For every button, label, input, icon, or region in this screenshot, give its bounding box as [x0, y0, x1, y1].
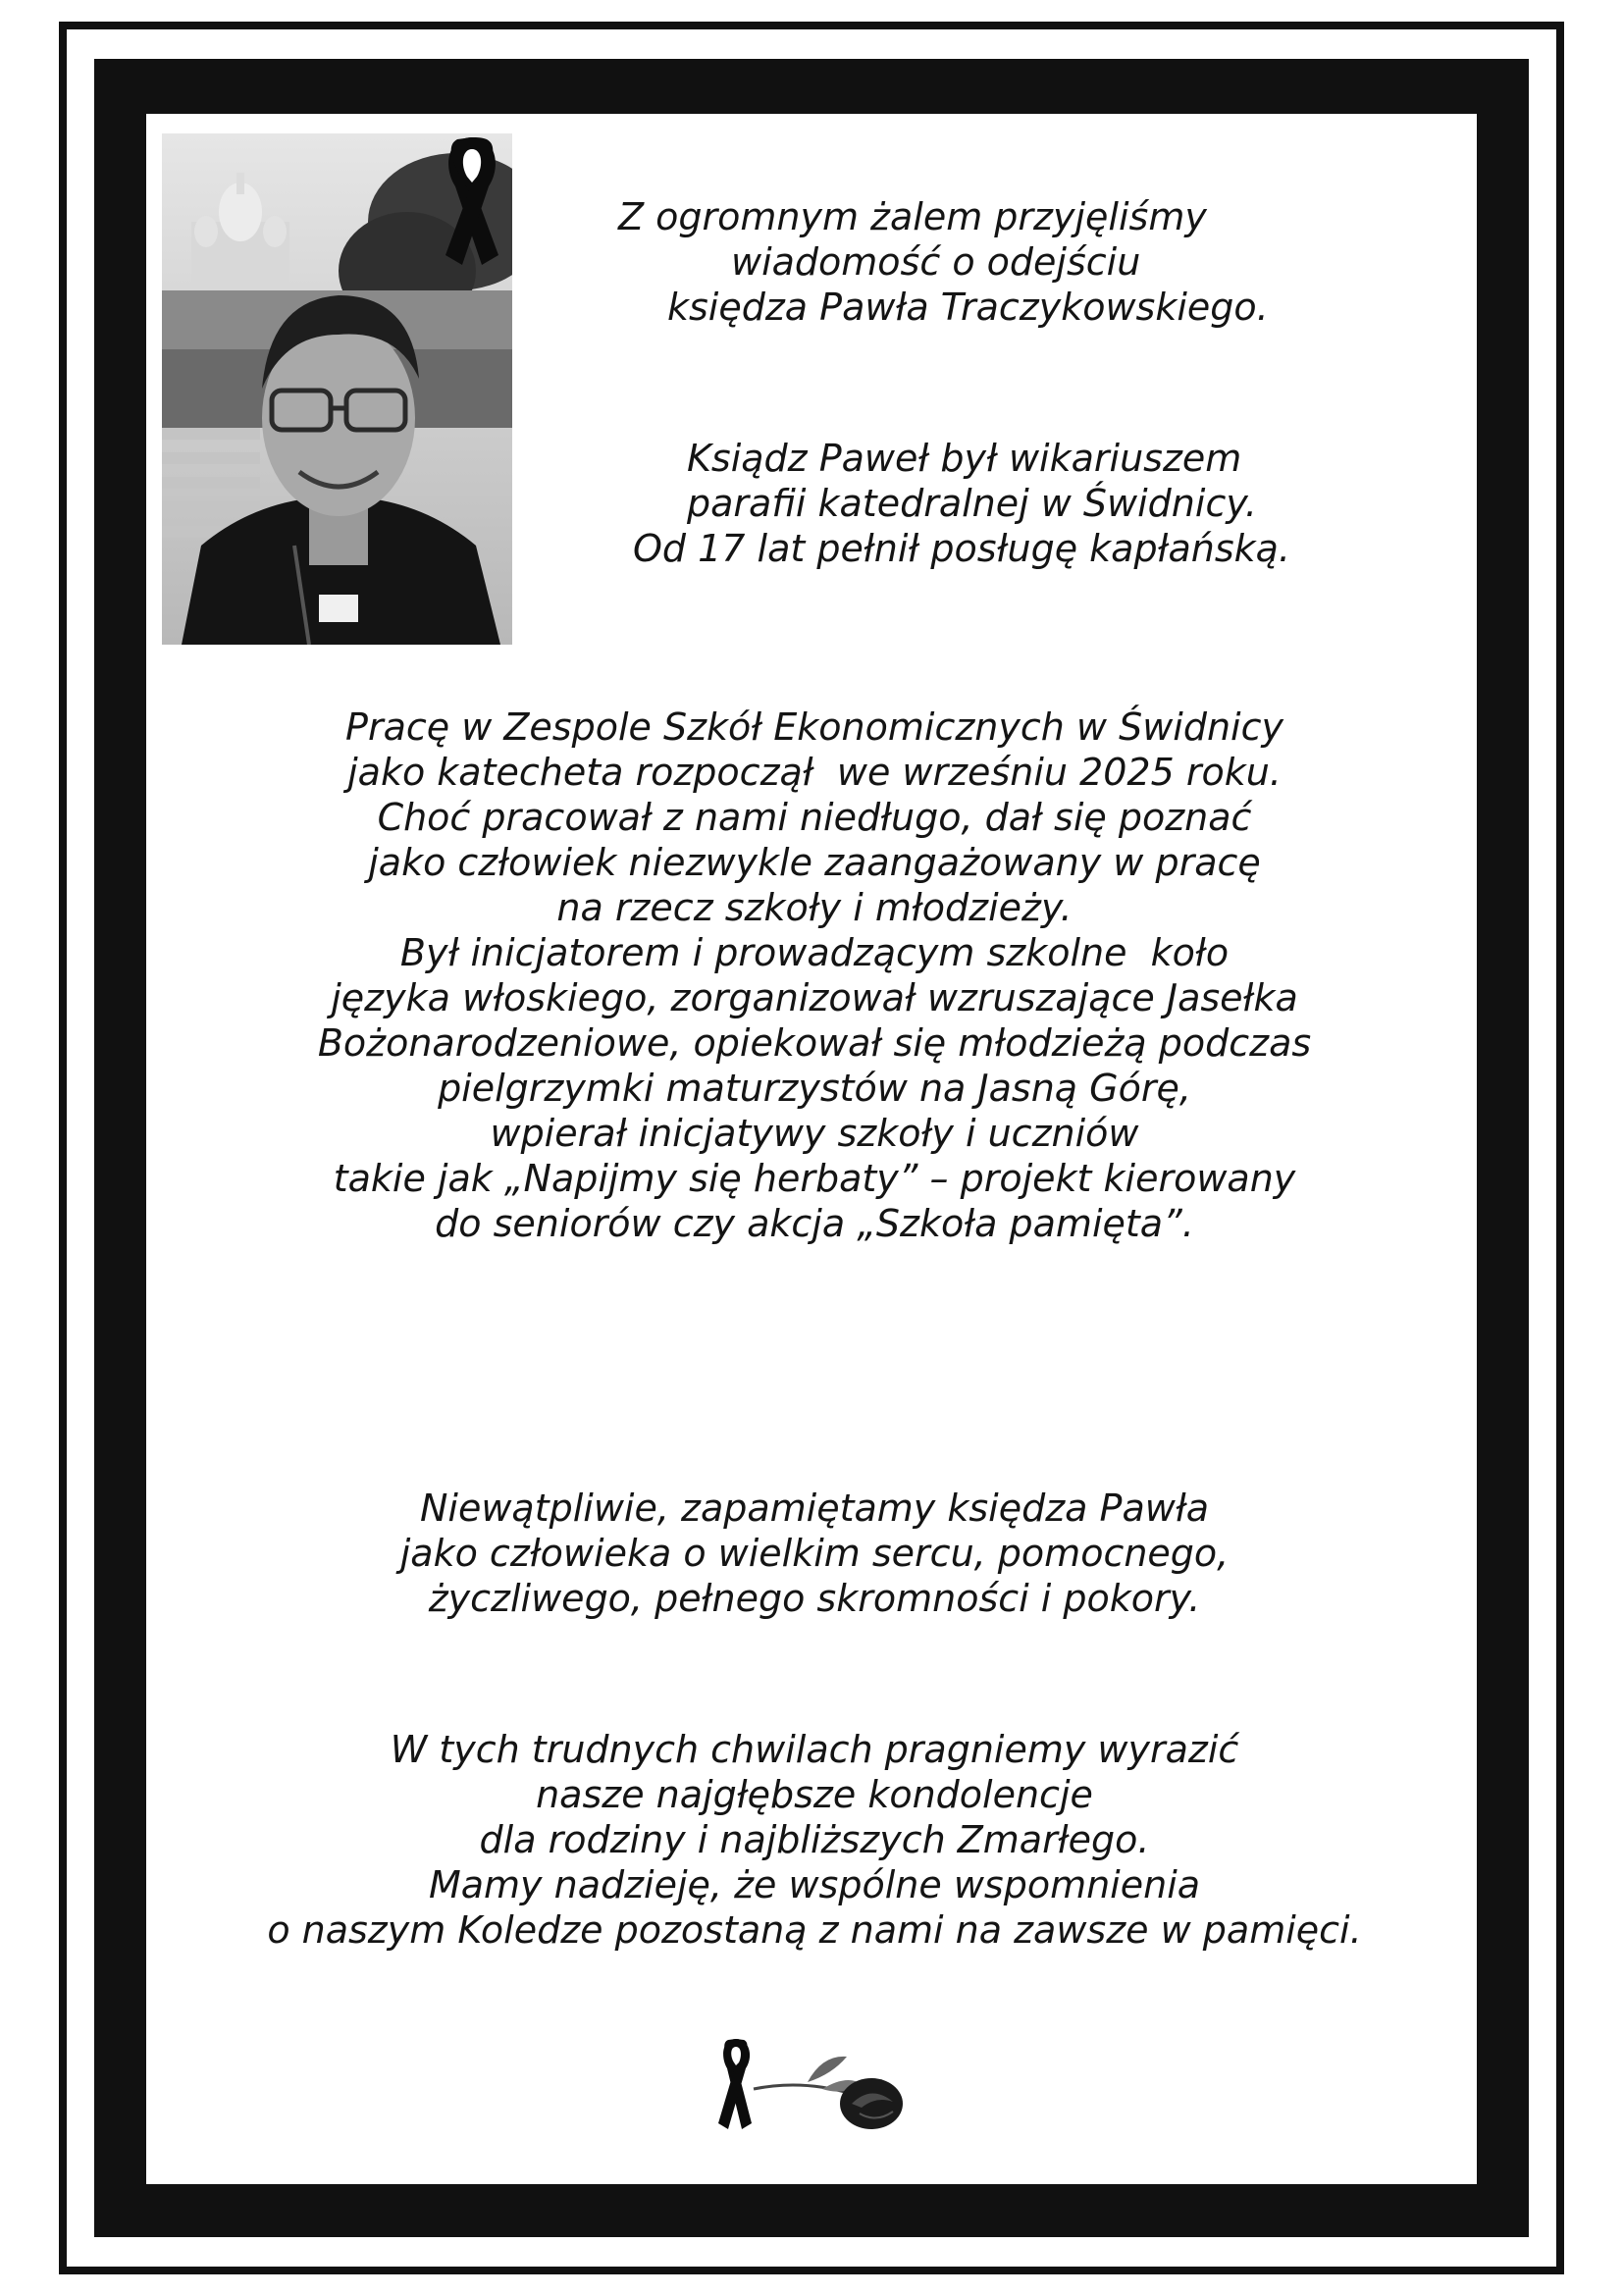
text-line: języka włoskiego, zorganizował wzruszające Jasełka — [331, 976, 1298, 1019]
text-line: Niewątpliwie, zapamiętamy księdza Pawła — [419, 1487, 1210, 1530]
text-line: jako człowieka o wielkim sercu, pomocnego, — [399, 1532, 1230, 1575]
text-line: wiadomość o odejściu — [731, 240, 1141, 284]
text-line: Mamy nadzieję, że wspólne wspomnienia — [428, 1863, 1201, 1906]
text-line: Ksiądz Paweł był wikariuszem — [687, 437, 1242, 480]
condolences-paragraph — [157, 1727, 1472, 1953]
text-line: Pracę w Zespole Szkół Ekonomicznych w Świdnicy — [345, 705, 1283, 749]
remember-paragraph — [157, 1486, 1472, 1621]
work-paragraph — [157, 704, 1472, 1246]
text-line: wpierał inicjatywy szkoły i uczniów — [490, 1112, 1139, 1155]
text-line: nasze najgłębsze kondolencje — [536, 1773, 1093, 1816]
text-line: życzliwego, pełnego skromności i pokory. — [428, 1577, 1201, 1620]
text-line: W tych trudnych chwilach pragniemy wyrazić — [390, 1728, 1239, 1771]
text-line: pielgrzymki maturzystów na Jasną Górę, — [438, 1067, 1191, 1110]
ribbon-and-rose — [714, 2035, 916, 2133]
mourning-ribbon-icon — [428, 128, 516, 275]
text-line: parafii katedralnej w Świdnicy. — [687, 482, 1257, 525]
text-line: Bożonarodzeniowe, opiekował się młodzieżą podczas — [317, 1021, 1312, 1065]
text-line: Od 17 lat pełnił posługę kapłańską. — [633, 527, 1291, 570]
intro-paragraph — [589, 194, 1374, 330]
text-line: jako katecheta rozpoczął we wrześniu 2025 roku. — [347, 751, 1282, 794]
text-line: na rzecz szkoły i młodzieży. — [556, 886, 1073, 929]
text-line: Z ogromnym żalem przyjęliśmy — [618, 195, 1207, 238]
text-line: księdza Pawła Traczykowskiego. — [667, 286, 1269, 329]
text-line: o naszym Koledze pozostaną z nami na zawsze w pamięci. — [267, 1908, 1362, 1952]
vicar-paragraph — [589, 436, 1374, 571]
text-line: takie jak „Napijmy się herbaty” – projekt kierowany — [333, 1157, 1296, 1200]
rose-icon — [714, 2035, 916, 2133]
mourning-ribbon-icon — [718, 2039, 752, 2129]
text-line: dla rodziny i najbliższych Zmarłego. — [479, 1818, 1150, 1861]
text-line: jako człowiek niezwykle zaangażowany w pracę — [368, 841, 1261, 884]
text-line: Choć pracował z nami niedługo, dał się poznać — [377, 796, 1252, 839]
text-line: do seniorów czy akcja „Szkoła pamięta”. — [435, 1202, 1194, 1245]
text-line: Był inicjatorem i prowadzącym szkolne koło — [399, 931, 1230, 974]
